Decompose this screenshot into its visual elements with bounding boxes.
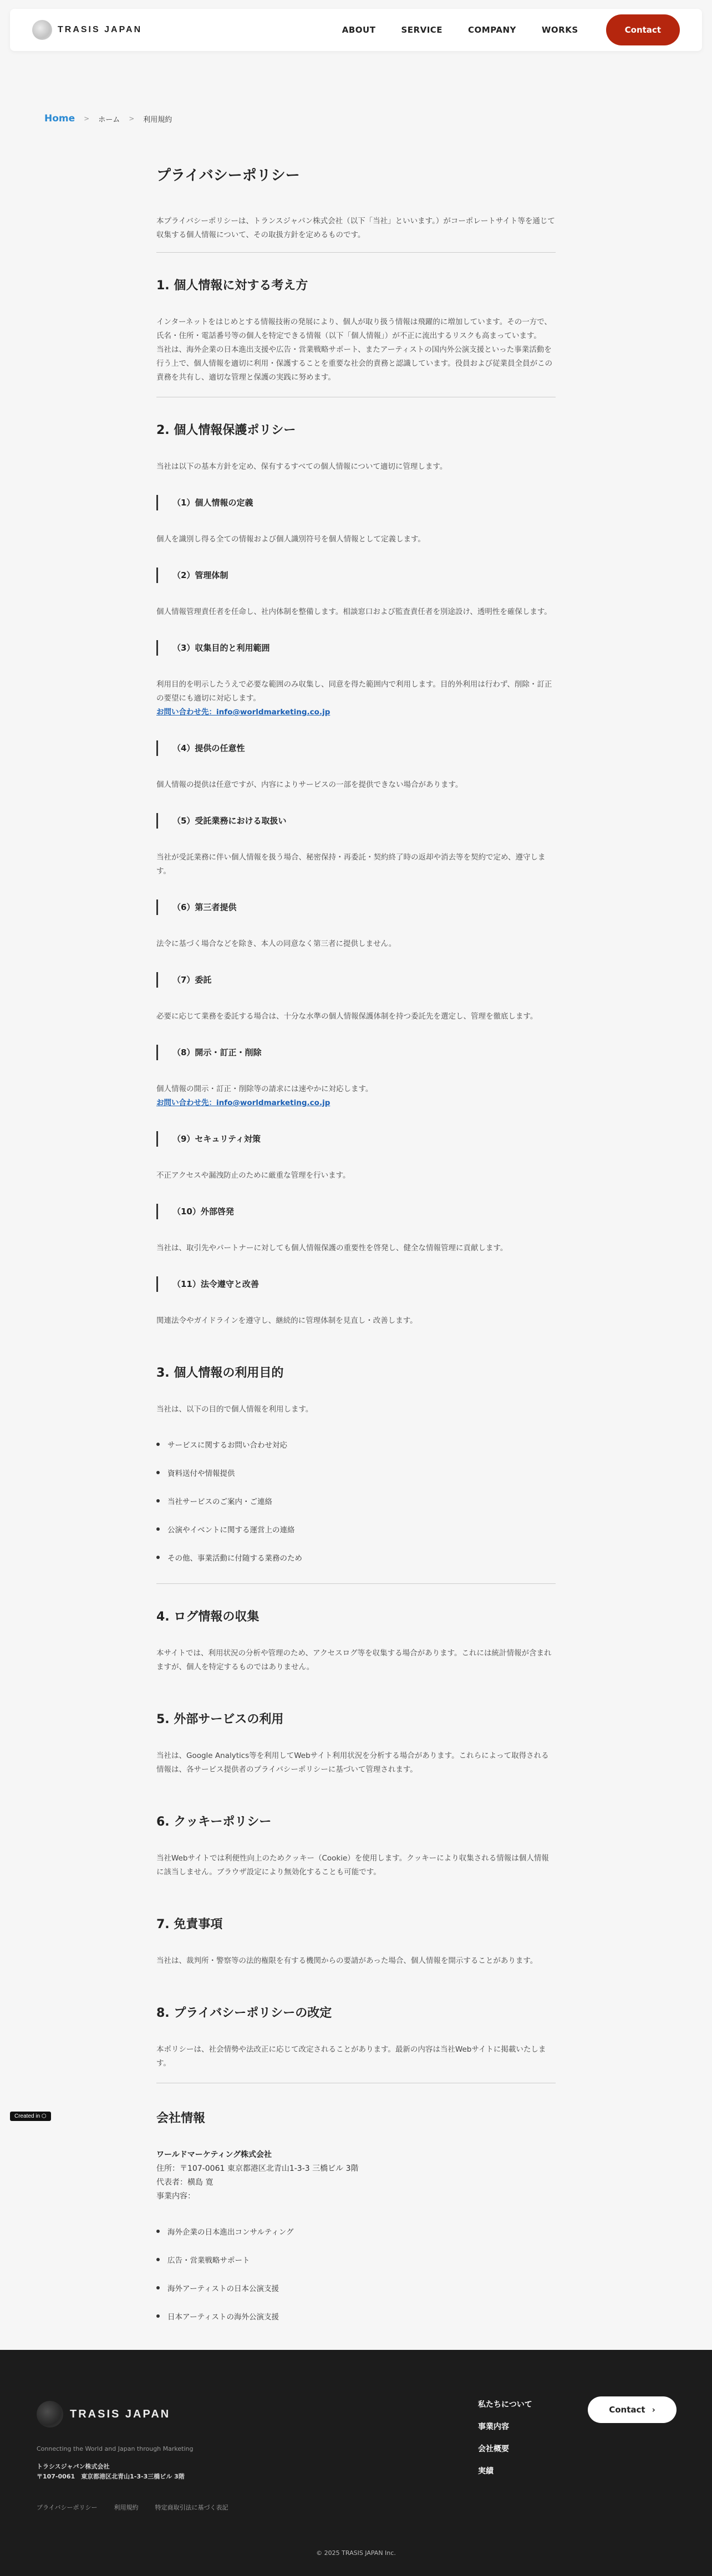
company-representative: 代表者：横島 寛 [156, 2178, 213, 2187]
subsection-text: 当社が受託業務に伴い個人情報を扱う場合、秘密保持・再委託・契約終了時の返却や消去等を契約で定め、遵守します。 [156, 853, 546, 876]
purpose-list [156, 1430, 556, 1571]
intro-text: 本プライバシーポリシーは、トランスジャパン株式会社（以下「当社」といいます。）がコーポレートサイト等を通じて収集する個人情報について、その取扱方針を定めるものです。 [156, 217, 555, 239]
nav-company[interactable]: COMPANY [468, 25, 516, 35]
footer-link-terms[interactable]: 利用規約 [114, 2504, 139, 2511]
section-8 [156, 2003, 556, 2083]
subsection-text: 法令に基づく場合などを除き、本人の同意なく第三者に提供しません。 [156, 939, 396, 948]
footer-nav-company[interactable]: 会社概要 [478, 2445, 509, 2454]
section-2 [156, 421, 556, 1340]
footer-nav-works[interactable]: 実績 [478, 2467, 494, 2476]
footer-nav-service[interactable]: 事業内容 [478, 2422, 509, 2431]
contact-email-link[interactable]: お問い合わせ先：info@worldmarketing.co.jp [156, 1098, 330, 1107]
breadcrumb-home[interactable]: Home [44, 113, 75, 124]
main-nav [342, 14, 680, 45]
footer-logo-text: TRASIS JAPAN [70, 2408, 171, 2420]
contact-button[interactable]: Contact [606, 14, 680, 45]
company-name: ワールドマーケティング株式会社 [156, 2150, 272, 2159]
section-4 [156, 1607, 556, 1686]
subsection-text: 当社は、取引先やパートナーに対しても個人情報保護の重要性を啓発し、健全な情報管理に貢献します。 [156, 1244, 508, 1253]
footer-company-info [37, 2462, 185, 2482]
site-footer [0, 2350, 712, 2576]
page-title: プライバシーポリシー [156, 167, 300, 184]
subsection-title: （5）受託業務における取扱い [156, 813, 556, 829]
breadcrumb-item-home[interactable]: ホーム [98, 115, 120, 124]
section-text: 当社は、Google Analytics等を利用してWebサイト利用状況を分析する場合があります。これらによって取得される情報は、各サービス提供者のプライバシーポリシーに基づいて管理されます。 [156, 1751, 549, 1774]
nav-service[interactable]: SERVICE [401, 25, 443, 35]
breadcrumb [44, 113, 172, 124]
contact-email-link[interactable]: お問い合わせ先：info@worldmarketing.co.jp [156, 708, 330, 717]
breadcrumb-item-current: 利用規約 [143, 115, 172, 124]
breadcrumb-separator: > [129, 115, 135, 122]
breadcrumb-separator: > [84, 115, 90, 122]
subsection-title: （2）管理体制 [156, 568, 556, 583]
subsection-text: 個人情報の提供は任意ですが、内容によりサービスの一部を提供できない場合があります。 [156, 780, 463, 789]
subsection-title: （9）セキュリティ対策 [156, 1131, 556, 1147]
section-text: 本サイトでは、利用状況の分析や管理のため、アクセスログ等を収集する場合があります。これには統計情報が含まれますが、個人を特定するものではありません。 [156, 1649, 552, 1672]
section-title: 5. 外部サービスの利用 [156, 1713, 284, 1726]
section-title: 6. クッキーポリシー [156, 1815, 272, 1829]
footer-link-tokusho[interactable]: 特定商取引法に基づく表記 [155, 2504, 228, 2511]
subsection-title: （8）開示・訂正・削除 [156, 1045, 556, 1060]
list-item: 資料送付や情報提供 [156, 1458, 556, 1486]
subsection-text: 個人情報の開示・訂正・削除等の請求には速やかに対応します。 [156, 1085, 373, 1093]
divider [156, 252, 556, 253]
subsection-text: 個人情報管理責任者を任命し、社内体制を整備します。相談窓口および監査責任者を別途設け、透明性を確保します。 [156, 607, 552, 616]
section-6 [156, 1812, 556, 1892]
footer-contact-button[interactable] [588, 2396, 677, 2423]
section-title: 3. 個人情報の利用目的 [156, 1366, 284, 1380]
subsection-title: （11）法令遵守と改善 [156, 1276, 556, 1292]
section-title: 2. 個人情報保護ポリシー [156, 423, 296, 437]
business-list [156, 2217, 556, 2330]
company-address: 住所：〒107-0061 東京都港区北青山1-3-3 三橋ビル 3階 [156, 2164, 359, 2173]
chevron-right-icon: › [652, 2405, 655, 2415]
section-5 [156, 1710, 556, 1789]
footer-company-address: 〒107-0061 東京都港区北青山1-3-3三橋ビル 3階 [37, 2473, 185, 2480]
section-text: インターネットをはじめとする情報技術の発展により、個人が取り扱う情報は飛躍的に増加しています。その一方で、氏名・住所・電話番号等の個人を特定できる情報（以下「個人情報」）が不正に流出するリスクも高まっています。 [156, 318, 552, 340]
footer-nav [478, 2399, 532, 2476]
section-7 [156, 1915, 556, 1980]
section-text: 本ポリシーは、社会情勢や法改正に応じて改定されることがあります。最新の内容は当社Webサイトに掲載いたします。 [156, 2045, 546, 2068]
subsection-title: （7）委託 [156, 972, 556, 988]
policy-content [156, 164, 556, 2330]
company-business-label: 事業内容： [156, 2192, 195, 2201]
site-header [10, 9, 702, 51]
subsection-title: （4）提供の任意性 [156, 740, 556, 756]
logo-mark-icon [37, 2401, 63, 2427]
subsection-title: （3）収集目的と利用範囲 [156, 640, 556, 656]
section-3 [156, 1363, 556, 1583]
list-item: 海外アーティストの日本公演支援 [156, 2273, 556, 2302]
company-info-title: 会社情報 [156, 2112, 206, 2125]
footer-nav-about[interactable]: 私たちについて [478, 2400, 532, 2409]
list-item: 日本アーティストの海外公演支援 [156, 2302, 556, 2330]
subsection-text: 利用目的を明示したうえで必要な範囲のみ収集し、同意を得た範囲内で利用します。目的外利用は行わず、削除・訂正の要望にも適切に対応します。 [156, 680, 552, 703]
section-lead: 当社は以下の基本方針を定め、保有するすべての個人情報について適切に管理します。 [156, 462, 447, 471]
nav-about[interactable]: ABOUT [342, 25, 376, 35]
subsection-text: 必要に応じて業務を委託する場合は、十分な水準の個人情報保護体制を持つ委託先を選定し、管理を徹底します。 [156, 1012, 538, 1021]
list-item: 当社サービスのご案内・ご連絡 [156, 1486, 556, 1515]
logo-mark-icon [32, 20, 52, 40]
created-in-badge[interactable]: Created in ⬡ [10, 2112, 51, 2121]
section-lead: 当社は、以下の目的で個人情報を利用します。 [156, 1405, 313, 1414]
footer-link-privacy[interactable]: プライバシーポリシー [37, 2504, 98, 2511]
site-logo[interactable] [32, 20, 142, 40]
list-item: その他、事業活動に付随する業務のため [156, 1543, 556, 1571]
list-item: 海外企業の日本進出コンサルティング [156, 2217, 556, 2245]
list-item: サービスに関するお問い合わせ対応 [156, 1430, 556, 1458]
section-title: 4. ログ情報の収集 [156, 1610, 260, 1624]
section-title: 7. 免責事項 [156, 1918, 223, 1931]
subsection-text: 関連法令やガイドラインを遵守し、継続的に管理体制を見直し・改善します。 [156, 1316, 418, 1325]
copyright: © 2025 TRASIS JAPAN Inc. [316, 2549, 396, 2557]
section-title: 8. プライバシーポリシーの改定 [156, 2006, 332, 2020]
footer-company-name: トラシスジャパン株式会社 [37, 2463, 110, 2470]
subsection-title: （1）個人情報の定義 [156, 495, 556, 510]
footer-tagline: Connecting the World and Japan through Marketing [37, 2445, 194, 2452]
nav-works[interactable]: WORKS [541, 25, 578, 35]
section-text: 当社は、裁判所・警察等の法的権限を有する機関からの要請があった場合、個人情報を開示することがあります。 [156, 1956, 538, 1965]
section-text: 当社Webサイトでは利便性向上のためクッキー（Cookie）を使用します。クッキーにより収集される情報は個人情報に該当しません。ブラウザ設定により無効化することも可能です。 [156, 1854, 549, 1877]
list-item: 広告・営業戦略サポート [156, 2245, 556, 2273]
section-1 [156, 276, 556, 397]
footer-legal-links [37, 2503, 228, 2512]
divider [156, 1583, 556, 1584]
footer-contact-label: Contact [609, 2405, 645, 2415]
logo-text: TRASIS JAPAN [58, 25, 143, 34]
company-info [156, 2109, 556, 2330]
subsection-title: （10）外部啓発 [156, 1204, 556, 1219]
subsection-title: （6）第三者提供 [156, 899, 556, 915]
section-text: 当社は、海外企業の日本進出支援や広告・営業戦略サポート、またアーティストの国内外公演支援といった事業活動を行う上で、個人情報を適切に利用・保護することを重要な社会的責務と認識しています。役員および従業員全員がこの責務を共有し、適切な管理と保護の実践に努めます。 [156, 345, 553, 382]
section-title: 1. 個人情報に対する考え方 [156, 279, 308, 293]
footer-logo[interactable] [37, 2401, 170, 2427]
list-item: 公演やイベントに関する運営上の連絡 [156, 1515, 556, 1543]
subsection-text: 不正アクセスや漏洩防止のために厳重な管理を行います。 [156, 1171, 350, 1180]
subsection-text: 個人を識別し得る全ての情報および個人識別符号を個人情報として定義します。 [156, 535, 425, 544]
